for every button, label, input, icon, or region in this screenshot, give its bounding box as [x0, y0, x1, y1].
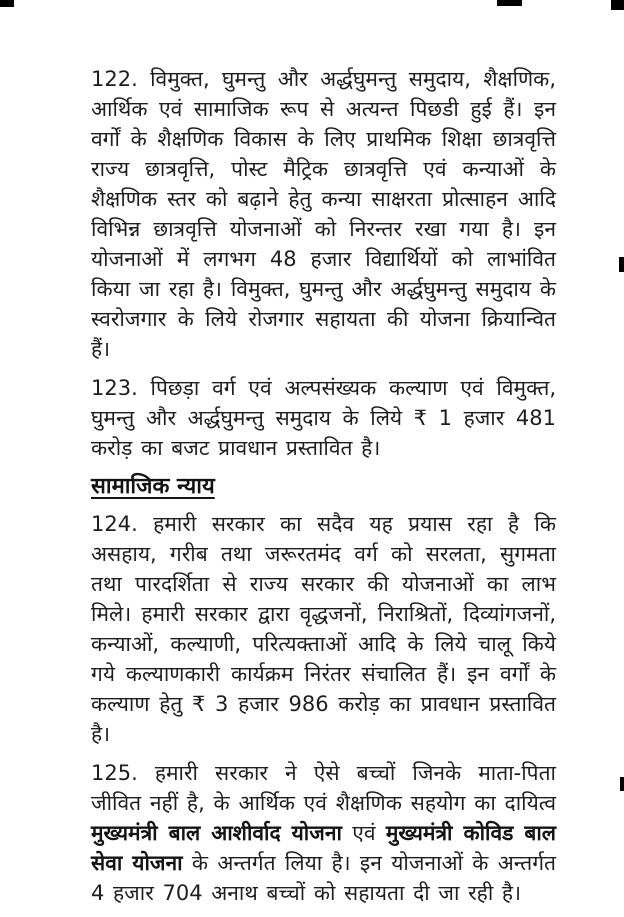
paragraph-122	[91, 64, 556, 364]
text-run: 122. विमुक्त, घुमन्तु और अर्द्धघुमन्तु समुदाय, शैक्षणिक, आर्थिक एवं सामाजिक रूप से अत्यन्त पिछडी हुई हैं। इन वर्गों के शैक्षणिक विकास के लिए प्राथमिक शिक्षा छात्रवृत्ति राज्य छात्रवृत्ति, पोस्ट मैट्रिक छात्रवृत्ति एवं कन्याओं के शैक्षणिक स्तर को बढ़ाने हेतु कन्या साक्षरता प्रोत्साहन आदि विभिन्न छात्रवृत्ति योजनाओं को निरन्तर रखा गया है। इन योजनाओं में लगभग 48 हजार विद्यार्थियों को लाभांवित किया जा रहा है। विमुक्त, घुमन्तु और अर्द्धघुमन्तु समुदाय के स्वरोजगार के लिये रोजगार सहायता की योजना क्रियान्वित हैं।	[91, 67, 556, 361]
text-run: के अन्तर्गत लिया है। इन योजनाओं के अन्तर्गत 4 हजार 704 अनाथ बच्चों को सहायता दी जा रही है।	[91, 851, 556, 905]
scan-artifact	[0, 0, 14, 7]
document-body	[91, 64, 556, 917]
text-run: 124. हमारी सरकार का सदैव यह प्रयास रहा है कि असहाय, गरीब तथा जरूरतमंद वर्ग को सरलता, सुगमता तथा पारदर्शिता से राज्य सरकार की योजनाओं का लाभ मिले। हमारी सरकार द्वारा वृद्धजनों, निराश्रितों, दिव्यांगजनों, कन्याओं, कल्याणी, परित्यक्ताओं आदि के लिये चालू किये गये कल्याणकारी कार्यक्रम निरंतर संचालित हैं। इन वर्गों के कल्याण हेतु ₹ 3 हजार 986 करोड़ का प्रावधान प्रस्तावित है।	[91, 512, 556, 746]
paragraph-124	[91, 509, 556, 749]
paragraph-123	[91, 373, 556, 463]
text-run: एवं	[341, 821, 386, 845]
scan-artifact	[497, 0, 522, 6]
text-run: 125. हमारी सरकार ने ऐसे बच्चों जिनके माता-पिता जीवित नहीं है, के आर्थिक एवं शैक्षणिक सहयोग का दायित्व	[91, 761, 556, 815]
paragraph-125	[91, 758, 556, 908]
text-run: 123. पिछड़ा वर्ग एवं अल्पसंख्यक कल्याण एवं विमुक्त, घुमन्तु और अर्द्धघुमन्तु समुदाय के लिये ₹ 1 हजार 481 करोड़ का बजट प्रावधान प्रस्तावित है।	[91, 376, 556, 460]
bold-scheme-name: मुख्यमंत्री कोविड बाल सेवा योजना	[91, 821, 556, 875]
bold-scheme-name: मुख्यमंत्री बाल आशीर्वाद योजना	[91, 821, 342, 845]
section-heading-social-justice: सामाजिक न्याय	[91, 474, 215, 499]
scan-artifact	[620, 777, 624, 791]
scan-artifact	[619, 257, 624, 272]
scan-artifact	[611, 0, 624, 10]
